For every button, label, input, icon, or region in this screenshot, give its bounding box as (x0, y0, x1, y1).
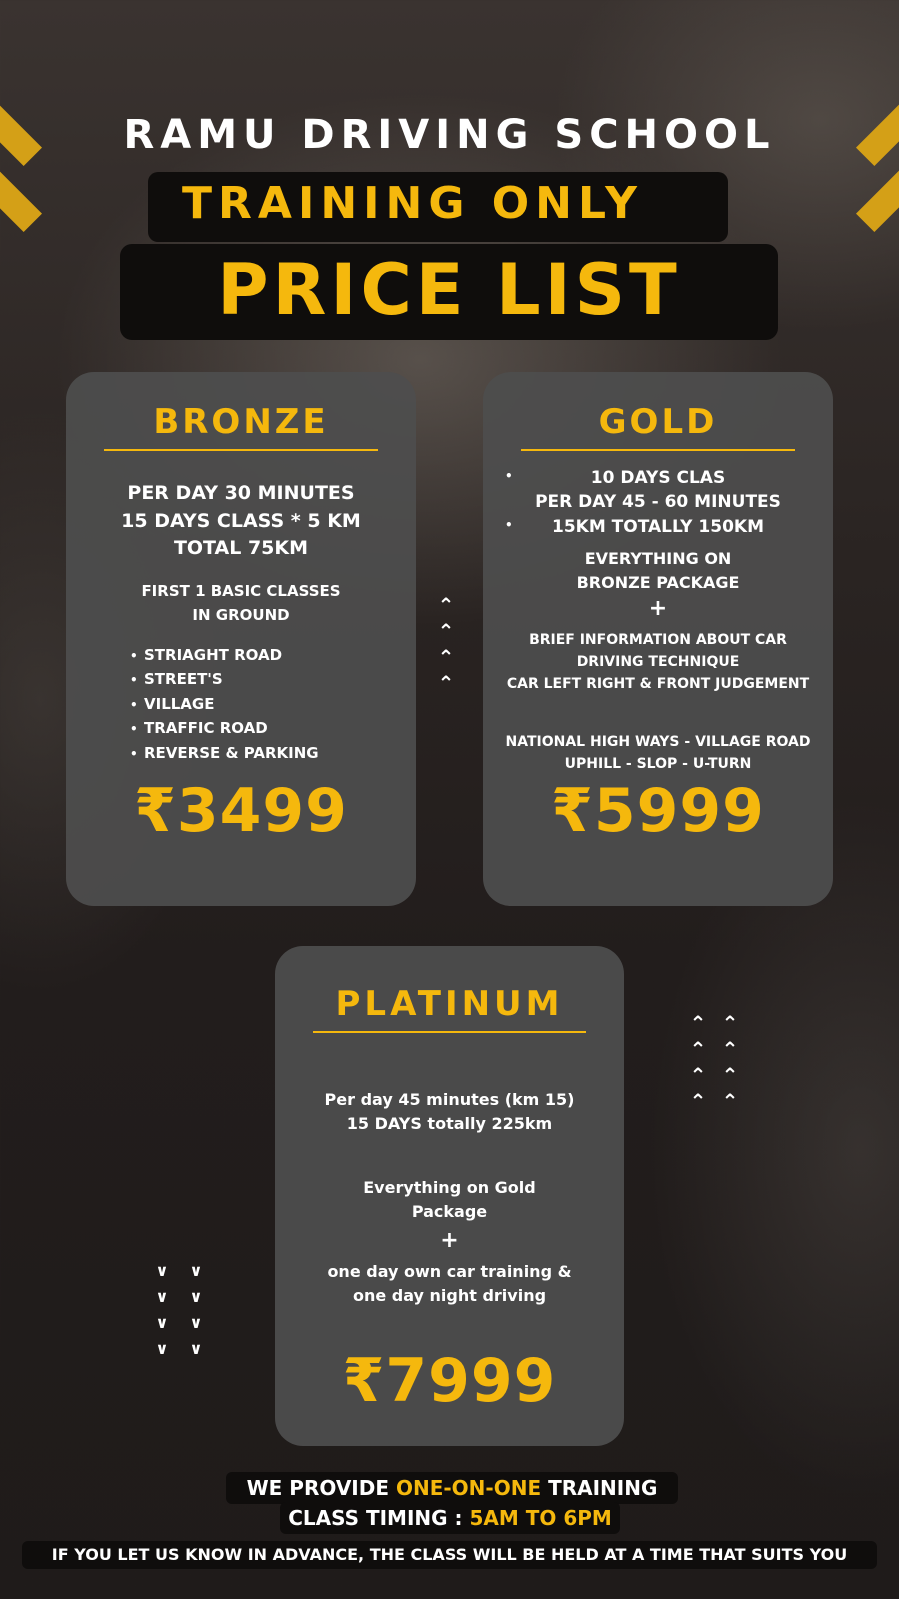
gold-line-4: EVERYTHING ON (584, 549, 732, 568)
class-timing-banner (280, 1502, 620, 1534)
one-on-one-banner (226, 1472, 678, 1504)
chevron-up-icon: ⌃ (689, 1089, 707, 1113)
chevron-up-column (434, 592, 458, 696)
bronze-basic-2: IN GROUND (192, 606, 290, 624)
provide-suffix: TRAINING (541, 1476, 658, 1500)
platinum-price: ₹7999 (342, 1346, 557, 1416)
platinum-line-6: one day night driving (352, 1286, 547, 1305)
bronze-divider (104, 449, 378, 451)
chevron-down-icon: ∨ (155, 1261, 169, 1280)
chevron-up-icon: ⌃ (721, 1037, 739, 1061)
chevron-up-icon: ⌃ (689, 1063, 707, 1087)
chevron-up-icon: ⌃ (437, 645, 455, 669)
list-item: • REVERSE & PARKING (130, 742, 319, 766)
chevron-down-icon: ∨ (155, 1287, 169, 1306)
bronze-line-3: TOTAL 75KM (173, 537, 309, 559)
list-item: • STRIAGHT ROAD (130, 644, 319, 668)
gold-road-1: NATIONAL HIGH WAYS - VILLAGE ROAD (505, 734, 811, 750)
gold-line-3: 15KM TOTALLY 150KM (552, 517, 764, 537)
chevron-down-icon: ∨ (189, 1313, 203, 1332)
timing-value: 5AM TO 6PM (469, 1506, 612, 1530)
chevron-up-icon: ⌃ (721, 1063, 739, 1087)
gold-info-3: CAR LEFT RIGHT & FRONT JUDGEMENT (506, 676, 810, 692)
gold-line-2: PER DAY 45 - 60 MINUTES (535, 492, 781, 512)
chevron-up-icon: ⌃ (721, 1089, 739, 1113)
list-item: • STREET'S (130, 668, 319, 692)
gold-card (483, 372, 833, 906)
list-item: • VILLAGE (130, 693, 319, 717)
platinum-card (275, 946, 624, 1446)
timing-prefix: CLASS TIMING : (288, 1506, 470, 1530)
chevron-down-icon: ∨ (155, 1313, 169, 1332)
provide-highlight: ONE-ON-ONE (395, 1476, 542, 1500)
training-only-banner (148, 172, 728, 242)
platinum-line-1: Per day 45 minutes (km 15) (324, 1090, 575, 1109)
chevron-down-icon: ∨ (189, 1339, 203, 1358)
gold-title: GOLD (598, 402, 718, 442)
chevron-up-icon: ⌃ (437, 619, 455, 643)
chevron-down-column-right (184, 1258, 208, 1362)
platinum-line-3: Everything on Gold (363, 1178, 536, 1197)
bullet-dot: • (505, 518, 513, 532)
chevron-up-icon: ⌃ (437, 593, 455, 617)
platinum-divider (313, 1031, 586, 1033)
chevron-down-icon: ∨ (155, 1339, 169, 1358)
gold-info-1: BRIEF INFORMATION ABOUT CAR (529, 632, 787, 648)
price-list-title: PRICE LIST (217, 249, 681, 331)
gold-line-5: BRONZE PACKAGE (576, 573, 740, 592)
gold-road-2: UPHILL - SLOP - U-TURN (564, 756, 752, 772)
gold-line-1: 10 DAYS CLAS (590, 468, 726, 488)
gold-price: ₹5999 (551, 776, 765, 846)
chevron-down-icon: ∨ (189, 1287, 203, 1306)
chevron-up-column-left (686, 1010, 710, 1114)
platinum-line-5: one day own car training & (327, 1262, 572, 1281)
platinum-title: PLATINUM (335, 984, 564, 1024)
gold-plus: + (648, 596, 668, 621)
platinum-line-2: 15 DAYS totally 225km (346, 1114, 553, 1133)
platinum-plus: + (440, 1228, 459, 1253)
price-list-banner (120, 244, 778, 340)
chevron-up-icon: ⌃ (689, 1037, 707, 1061)
platinum-line-4: Package (411, 1202, 488, 1221)
bronze-line-2: 15 DAYS CLASS * 5 KM (121, 510, 361, 532)
bronze-item-list (130, 644, 319, 766)
chevron-up-column-right (718, 1010, 742, 1114)
chevron-up-icon: ⌃ (721, 1011, 739, 1035)
provide-prefix: WE PROVIDE (246, 1476, 396, 1500)
gold-divider (521, 449, 795, 451)
chevron-down-column-left (150, 1258, 174, 1362)
bronze-title: BRONZE (153, 402, 329, 442)
bullet-dot: • (505, 469, 513, 483)
bronze-price: ₹3499 (134, 776, 348, 846)
advance-notice-banner: IF YOU LET US KNOW IN ADVANCE, THE CLASS WILL BE HELD AT A TIME THAT SUITS YOU (22, 1541, 877, 1569)
bronze-line-1: PER DAY 30 MINUTES (127, 482, 355, 504)
training-only-text: TRAINING ONLY (182, 178, 644, 229)
bronze-basic-1: FIRST 1 BASIC CLASSES (141, 582, 341, 600)
gold-info-2: DRIVING TECHNIQUE (576, 654, 740, 670)
list-item: • TRAFFIC ROAD (130, 717, 319, 741)
school-name: RAMU DRIVING SCHOOL (123, 112, 776, 158)
chevron-down-icon: ∨ (189, 1261, 203, 1280)
chevron-up-icon: ⌃ (437, 671, 455, 695)
chevron-up-icon: ⌃ (689, 1011, 707, 1035)
bronze-card (66, 372, 416, 906)
